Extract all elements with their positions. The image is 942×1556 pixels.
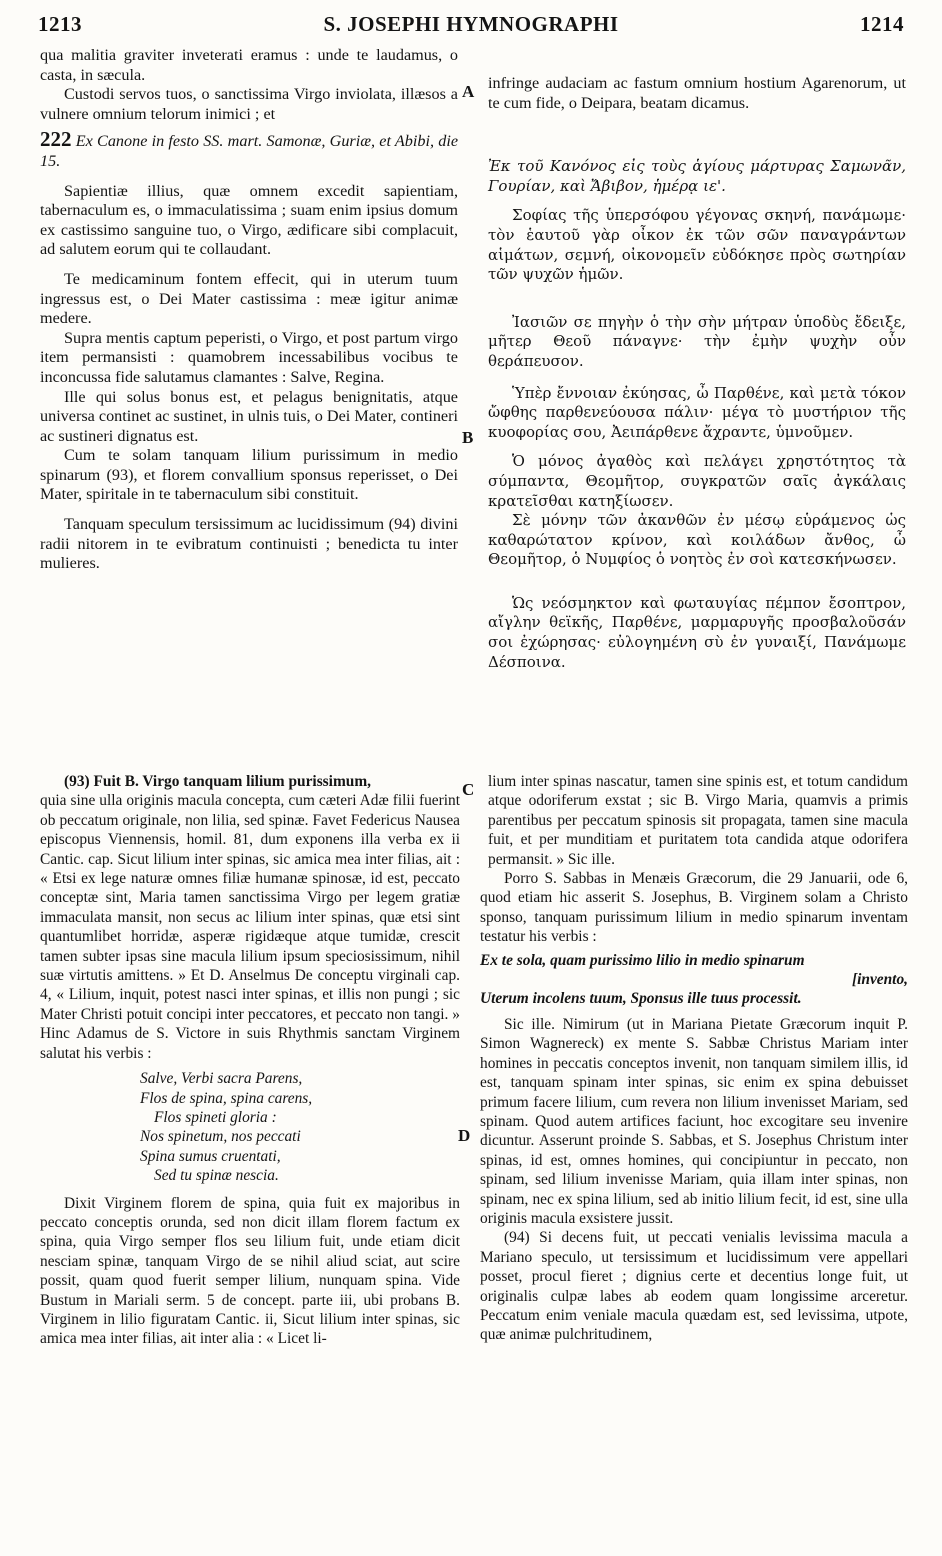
poem-line: Flos de spina, spina carens, (140, 1089, 313, 1107)
poem-line: Sed tu spinæ nescia. (154, 1167, 279, 1185)
margin-marker-b: B (462, 428, 474, 447)
left-para: Tanquam speculum tersissimum ac lucidissimum (94) divini radii nitorem in te evibratum continuisti ; benedicta tu inter mulieres. (40, 515, 458, 573)
poem-line: Nos spinetum, nos peccati (140, 1128, 301, 1146)
greek-para: Ὡς νεόσμηκτον καὶ φωταυγίας πέμπον ἔσοπτρον, αἴγλην θεϊκῆς, Παρθένε, μαρμαρυγῆς προσβαλοῦσάν σοι ἐχώρησας· εὐλογημένη σὺ ἐν γυναιξί, Πανάμωμε Δέσποινα. (488, 593, 906, 671)
poem-line: Flos spineti gloria : (154, 1108, 277, 1126)
footnote-93-text: quia sine ulla originis macula concepta, cum cæteri Adæ filii fuerint ob peccatum originale, non lilia, sed spinæ. Favet Federicus Nausea episcopus Viennensis, homil. 81, dum exponens illa verba ex ii Cantic. cap. Sicut lilium inter spinas, sic amica mea inter filias, ait : « Etsi ex lege naturæ omnes filiæ humanæ spinosæ, id est, peccato conceptæ sint, Maria tamen sanctissima Virgo per legem gratiæ immaculata mansit, non secus ac lilium inter spinas, quæ etsi sint quantumlibet horridæ, asperæ rigidæque atque tumidæ, crescit tamen subter ipsas sine macula lilium ipsum speciosissimum, nihil suæ virtutis amittens. » Et D. Anselmus De conceptu virginali cap. 4, « Lilium, inquit, potest nasci inter spinas, et illis non pungi ; sic Mater Christi potuit concipi inter peccatores, et peccato non tangi. » Hinc Adamus de S. Victore in suis Rhythmis sanctam Virginem salutat his verbis : (40, 792, 460, 1062)
left-para: Cum te solam tanquam lilium purissimum in medio spinarum (93), et florem convallium sponsus reperisset, o Dei Mater, spiritale in te tabernaculum sibi constituit. (40, 446, 458, 504)
verse-line: Ex te sola, quam purissimo lilio in medio spinarum (480, 951, 805, 969)
greek-para: Ἰασιῶν σε πηγὴν ὁ τὴν σὴν μήτραν ὑποδὺς ἔδειξε, μῆτερ Θεοῦ πάναγνε· τὴν ἐμὴν ψυχὴν οὖν θεράπευσον. (488, 312, 906, 370)
greek-para: Ὁ μόνος ἀγαθὸς καὶ πελάγει χρηστότητος τὰ σύμπαντα, Θεομῆτορ, συγκρατῶν σαῖς ἀγκάλαις κρατεῖσθαι κατηξίωσεν. (488, 452, 906, 510)
greek-para: Ὑπὲρ ἔννοιαν ἐκύησας, ὦ Παρθένε, καὶ μετὰ τόκον ὤφθης παρθενεύουσα πάλιν· μέγα τὸ μυστήριον τῆς κυοφορίας σου, Ἀειπάρθενε ἄχραντε, ὑμνοῦμεν. (488, 383, 906, 441)
section-title: Ex Canone in festo SS. mart. Samonæ, Guriæ, et Abibi, die 15. (40, 132, 459, 170)
verse-line: Uterum incolens tuum, Sponsus ille tuus processit. (480, 990, 802, 1008)
left-para: Ille qui solus bonus est, et pelagus benignitatis, atque universa continet ac sustinet, in ulnis tuis, o Dei Mater, contineri ac sustineri dignatus est. (40, 387, 458, 445)
section-number: 222 (40, 127, 72, 152)
greek-section-title: Ἐκ τοῦ Κανόνος εἰς τοὺς ἁγίους μάρτυρας Σαμωνᾶν, Γουρίαν, καὶ Ἄβιβον, ἡμέρᾳ ιε'. (488, 157, 906, 195)
footnote-93-sabbas: Porro S. Sabbas in Menæis Græcorum, die 29 Januarii, ode 6, quod etiam hic asserit S. Josephus, B. Virginem solam a Christo sponso, tanquam purissimum lilium in medio spinarum inventam testatur his verbis : (480, 870, 908, 946)
footnote-93-continued-right: lium inter spinas nascatur, tamen sine spinis est, et totum candidum atque odoriferum exstat ; sic B. Virgo Maria, quamvis a primis parentibus per peccatum spinosis sit propagata, tamen sine macula fuit, et per munditiam et puritatem tota candida atque odorifera permansit. » Sic ille. (488, 773, 908, 868)
left-para: qua malitia graviter inveterati eramus : unde te laudamus, o casta, in sæcula. (40, 46, 458, 84)
poem-line: Spina sumus cruentati, (140, 1147, 281, 1165)
page-number-left: 1213 (38, 12, 82, 36)
greek-para: Σὲ μόνην τῶν ἀκανθῶν ἐν μέσῳ εὑράμενος ὡς καθαρώτατον κρίνον, καὶ κοιλάδων ἄνθος, ὦ Θεομῆτορ, ὁ Νυμφίος ὁ νοητὸς ἐν σοὶ κατεσκήνωσεν. (488, 511, 906, 569)
footnote-93-label: (93) Fuit B. Virgo tanquam lilium purissimum, (64, 773, 371, 790)
running-title: S. JOSEPHI HYMNOGRAPHI (323, 12, 619, 36)
footnote-94: (94) Si decens fuit, ut peccati venialis levissima macula a Mariano speculo, ut tersissimum et lucidissimum vere appellari posset, procul fieret ; dignius certe et decentius longe fuit, ut originalis culpæ labes ab eodem quam longissime arceretur. Peccatum enim veniale macula quædam est, sed levissima, utpote, quæ animæ pulchritudinem, (480, 1229, 908, 1344)
margin-marker-d: D (458, 1126, 471, 1145)
margin-marker-c: C (462, 780, 475, 799)
left-column (40, 46, 458, 574)
section-heading (40, 127, 459, 171)
verse-line-bracket: [invento, (851, 971, 908, 989)
footnote-93-commentary: Sic ille. Nimirum (ut in Mariana Pietate Græcorum inquit P. Simon Wagnereck) ex mente S. Sabbæ Christus Mariam inter homines in peccatis conceptos invenit, non tanquam similem illis, id est, tanquam spinam inter spinas, sic enim ex spina debuisset primum facere lilium, cum revera non lilium invenisset Mariam, sed spinam. Quod autem artifices faciunt, hoc excogitare seu invenire dicuntur. Asserunt proinde S. Sabbas, et S. Josephus Christum inter spinas, id est, omnes homines, qui concipiuntur in peccato, non spinam, sed lilium invenisse Mariam, quia illam inter spinas, non spinam, nec ex spina lilium, sed ab initio lilium fecit, id est, sine ulla originis macula exsistere jussit. (480, 1015, 908, 1227)
footnotes-left (40, 772, 460, 1349)
poem-block (140, 1069, 460, 1185)
page-number-right: 1214 (860, 12, 904, 36)
right-para: infringe audaciam ac fastum omnium hostium Agarenorum, ut te cum fide, o Deipara, beatam dicamus. (488, 74, 906, 112)
left-para: Sapientiæ illius, quæ omnem excedit sapientiam, tabernaculum es, o immaculatissima ; suam enim ipsius domum ex castissimo sanguine tuo, o Virgo, ædificare sibi complacuit, ad salutem eorum qui te collaudant. (40, 181, 458, 259)
footnotes-right (480, 772, 908, 1345)
poem-line: Salve, Verbi sacra Parens, (140, 1070, 303, 1088)
left-para: Supra mentis captum peperisti, o Virgo, et post partum virgo item permansisti : quamobrem incessabilibus vocibus te inconcussa fide salutamus clamantes : Salve, Regina. (40, 328, 458, 386)
greek-para: Σοφίας τῆς ὑπερσόφου γέγονας σκηνή, πανάμωμε· τὸν ἑαυτοῦ γὰρ οἶκον ἐκ τῶν σῶν παναγράντων αἱμάτων, σεμνή, οἰκονομεῖν εὐδόκησε πρὸς σωτηρίαν τῶν ψυχῶν ἡμῶν. (488, 206, 906, 284)
right-column (488, 74, 906, 672)
margin-marker-a: A (462, 82, 475, 101)
page-header (38, 12, 904, 40)
left-para: Custodi servos tuos, o sanctissima Virgo inviolata, illæsos a vulnere omnium telorum inimici ; et (40, 85, 458, 123)
left-para: Te medicaminum fontem effecit, qui in uterum tuum ingressus est, o Dei Mater castissima : meæ igitur animæ medere. (40, 269, 458, 328)
footnote-93-continued: Dixit Virginem florem de spina, quia fuit ex majoribus in peccato conceptis orunda, sed non dicit illam florem factum ex spina, quia Virgo semper flos seu lilium fuit, unde etiam dicit nesciam spinæ, tanquam Virgo de se nihil aliud sciat, aut scire possit, quam quod fuerit semper lilium, nunquam spina. Vide Bustum in Mariali serm. 5 de concept. parte iii, ubi probans B. Virginem in lilio figuratam Cantic. ii, Sicut lilium inter spinas, sic amica mea inter filias, ait inter alia : « Licet li- (40, 1194, 460, 1348)
